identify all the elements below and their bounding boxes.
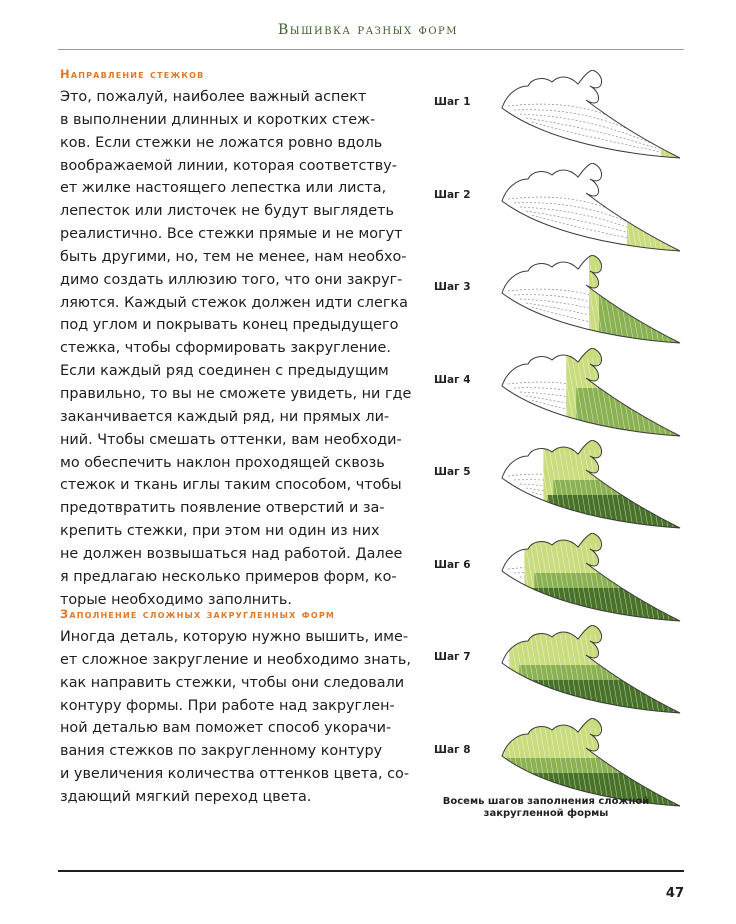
text-line: стежка, чтобы сформировать закругление. [60,340,391,357]
text-line: крепить стежки, при этом ни один из них [60,523,380,540]
text-line: правильно, то вы не сможете увидеть, ни где [60,385,412,402]
text-line: заканчивается каждый ряд, ни прямых ли- [60,408,390,425]
text-line: как направить стежки, чтобы они следовали [60,674,405,691]
section-complex-rounded-shapes [60,606,411,809]
text-line: не должен возвышаться над работой. Далее [60,545,403,562]
text-line: ет жилке настоящего лепестка или листа, [60,180,387,197]
step-label: Шаг 8 [434,743,471,756]
section-body [60,86,412,611]
text-line: ляются. Каждый стежок должен идти слегка [60,294,408,311]
step-label: Шаг 4 [434,373,471,386]
text-line: димо создать иллюзию того, что они закруг- [60,271,403,288]
step-item [428,163,688,255]
text-line: ний. Чтобы смешать оттенки, вам необходи- [60,431,402,448]
text-line: быть другими, но, тем не менее, нам необхо- [60,248,407,265]
leaf-illustration [494,70,684,160]
text-line: ет сложное закругление и необходимо знать, [60,651,411,668]
step-item [428,70,688,162]
figure-caption [428,796,664,820]
section-heading: Заполнение сложных закругленных форм [60,607,336,621]
leaf-illustration [494,163,684,253]
step-item [428,348,688,440]
step-label: Шаг 2 [434,188,471,201]
step-label: Шаг 7 [434,651,471,663]
text-line: контуру формы. При работе над закруглен- [60,697,395,714]
section-body [60,626,411,809]
text-line: под углом и покрывать конец предыдущего [60,317,399,334]
step-label: Шаг 3 [434,281,471,293]
text-line: здающий мягкий переход цвета. [60,788,312,805]
text-line: реалистично. Все стежки прямые и не могут [60,226,403,243]
text-line: Иногда деталь, которую нужно вышить, име- [60,629,409,645]
step-label: Шаг 5 [434,466,471,478]
leaf-illustration [494,533,684,623]
header-divider [58,49,684,50]
step-item [428,625,688,717]
section-heading: Направление стежков [60,67,205,81]
text-line: вания стежков по закругленному контуру [60,743,383,760]
running-head: Вышивка разных форм [278,22,458,38]
step-item [428,255,688,347]
text-line: лепесток или листочек не будут выглядеть [60,203,395,220]
text-line: предотвратить появление отверстий и за- [60,500,385,517]
text-line: Если каждый ряд соединен с предыдущим [60,363,389,380]
text-line: Это, пожалуй, наиболее важный аспект [60,89,367,105]
caption-line: закругленной формы [483,808,609,819]
leaf-illustration [494,625,684,715]
leaf-illustration [494,348,684,438]
text-line: ной деталью вам поможет способ укорачи- [60,720,392,737]
text-line: стежок и ткань иглы таким способом, чтобы [60,477,402,494]
text-line: торые необходимо заполнить. [60,591,292,608]
leaf-illustration [494,718,684,808]
footer-divider [58,870,684,872]
leaf-illustration [494,440,684,530]
section-direction-of-stitches [60,66,412,611]
text-line: я предлагаю несколько примеров форм, ко- [60,568,397,585]
text-line: воображаемой линии, которая соответству- [60,157,397,174]
text-line: ков. Если стежки не ложатся ровно вдоль [60,134,383,151]
step-label: Шаг 6 [434,558,471,571]
text-line: мо обеспечить наклон проходящей сквозь [60,454,385,471]
leaf-illustration [494,255,684,345]
step-item [428,440,688,532]
page-number: 47 [665,886,684,901]
caption-line: Восемь шагов заполнения сложной [442,796,650,807]
text-line: и увеличения количества оттенков цвета, со- [60,766,410,783]
text-line: в выполнении длинных и коротких стеж- [60,111,376,128]
step-label: Шаг 1 [434,96,471,108]
step-item [428,533,688,625]
